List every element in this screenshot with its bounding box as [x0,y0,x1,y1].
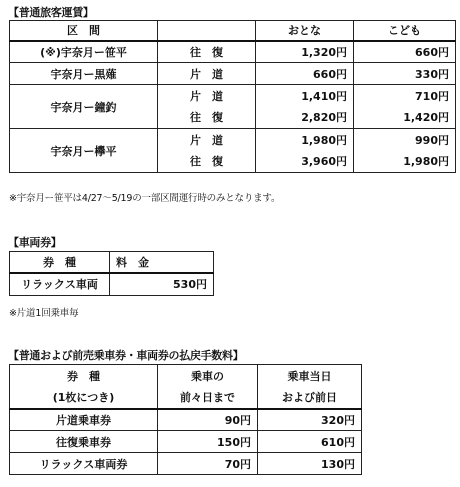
car-kind: リラックス車両 [10,273,110,296]
adult-fare: 1,410円 [256,85,354,107]
fare-section-title: 【普通旅客運賃】 [8,6,94,19]
fare-row [10,63,456,85]
refund-header-row-2 [10,387,362,409]
refund-section-title: 【普通および前売乗車券・車両券の払戻手数料】 [8,349,244,362]
car-header-kind: 券 種 [10,252,110,273]
route-name: 宇奈月ー鐘釣 [10,85,158,129]
ticket-type: 片 道 [158,85,256,107]
adult-fare: 660円 [256,63,354,85]
refund-day-fee: 130円 [258,453,362,475]
fare-header-section: 区 間 [10,21,158,41]
child-fare: 1,980円 [354,151,456,173]
refund-day-fee: 610円 [258,431,362,453]
adult-fare: 3,960円 [256,151,354,173]
car-note: ※片道1回乗車毎 [9,308,79,319]
car-header-row [10,252,214,273]
car-table [9,251,214,296]
route-name: 宇奈月ー欅平 [10,129,158,173]
refund-row [10,431,362,453]
fare-row [10,129,456,151]
refund-row [10,409,362,431]
child-fare: 710円 [354,85,456,107]
ticket-type: 往 復 [158,41,256,63]
ticket-type: 往 復 [158,107,256,129]
refund-kind: 往復乗車券 [10,431,158,453]
refund-before-fee: 70円 [158,453,258,475]
adult-fare: 2,820円 [256,107,354,129]
refund-row [10,453,362,475]
fare-note: ※宇奈月ー笹平は4/27〜5/19の一部区間運行時のみとなります。 [9,193,281,204]
ticket-type: 片 道 [158,63,256,85]
ticket-type: 片 道 [158,129,256,151]
refund-header-before: 乗車の [158,365,258,387]
car-header-price: 料 金 [110,252,214,273]
refund-table [9,364,362,475]
route-name: 宇奈月ー黒薙 [10,63,158,85]
child-fare: 1,420円 [354,107,456,129]
child-fare: 660円 [354,41,456,63]
refund-header-row-1 [10,365,362,387]
refund-kind: 片道乗車券 [10,409,158,431]
adult-fare: 1,320円 [256,41,354,63]
child-fare: 990円 [354,129,456,151]
child-fare: 330円 [354,63,456,85]
fare-header-adult: おとな [256,21,354,41]
refund-header-kind-sub: (1枚につき) [10,387,158,409]
refund-before-fee: 90円 [158,409,258,431]
ticket-type: 往 復 [158,151,256,173]
refund-day-fee: 320円 [258,409,362,431]
refund-header-day: 乗車当日 [258,365,362,387]
refund-header-kind: 券 種 [10,365,158,387]
route-name: (※)宇奈月ー笹平 [10,41,158,63]
car-section-title: 【車両券】 [8,236,62,249]
fare-header-row [10,21,456,41]
fare-header-child: こども [354,21,456,41]
refund-header-day-sub: および前日 [258,387,362,409]
refund-kind: リラックス車両券 [10,453,158,475]
car-price: 530円 [110,273,214,296]
fare-row [10,85,456,107]
refund-before-fee: 150円 [158,431,258,453]
fare-header-type [158,21,256,41]
refund-header-before-sub: 前々日まで [158,387,258,409]
fare-row [10,41,456,63]
fare-table [9,20,456,173]
car-row [10,273,214,296]
adult-fare: 1,980円 [256,129,354,151]
